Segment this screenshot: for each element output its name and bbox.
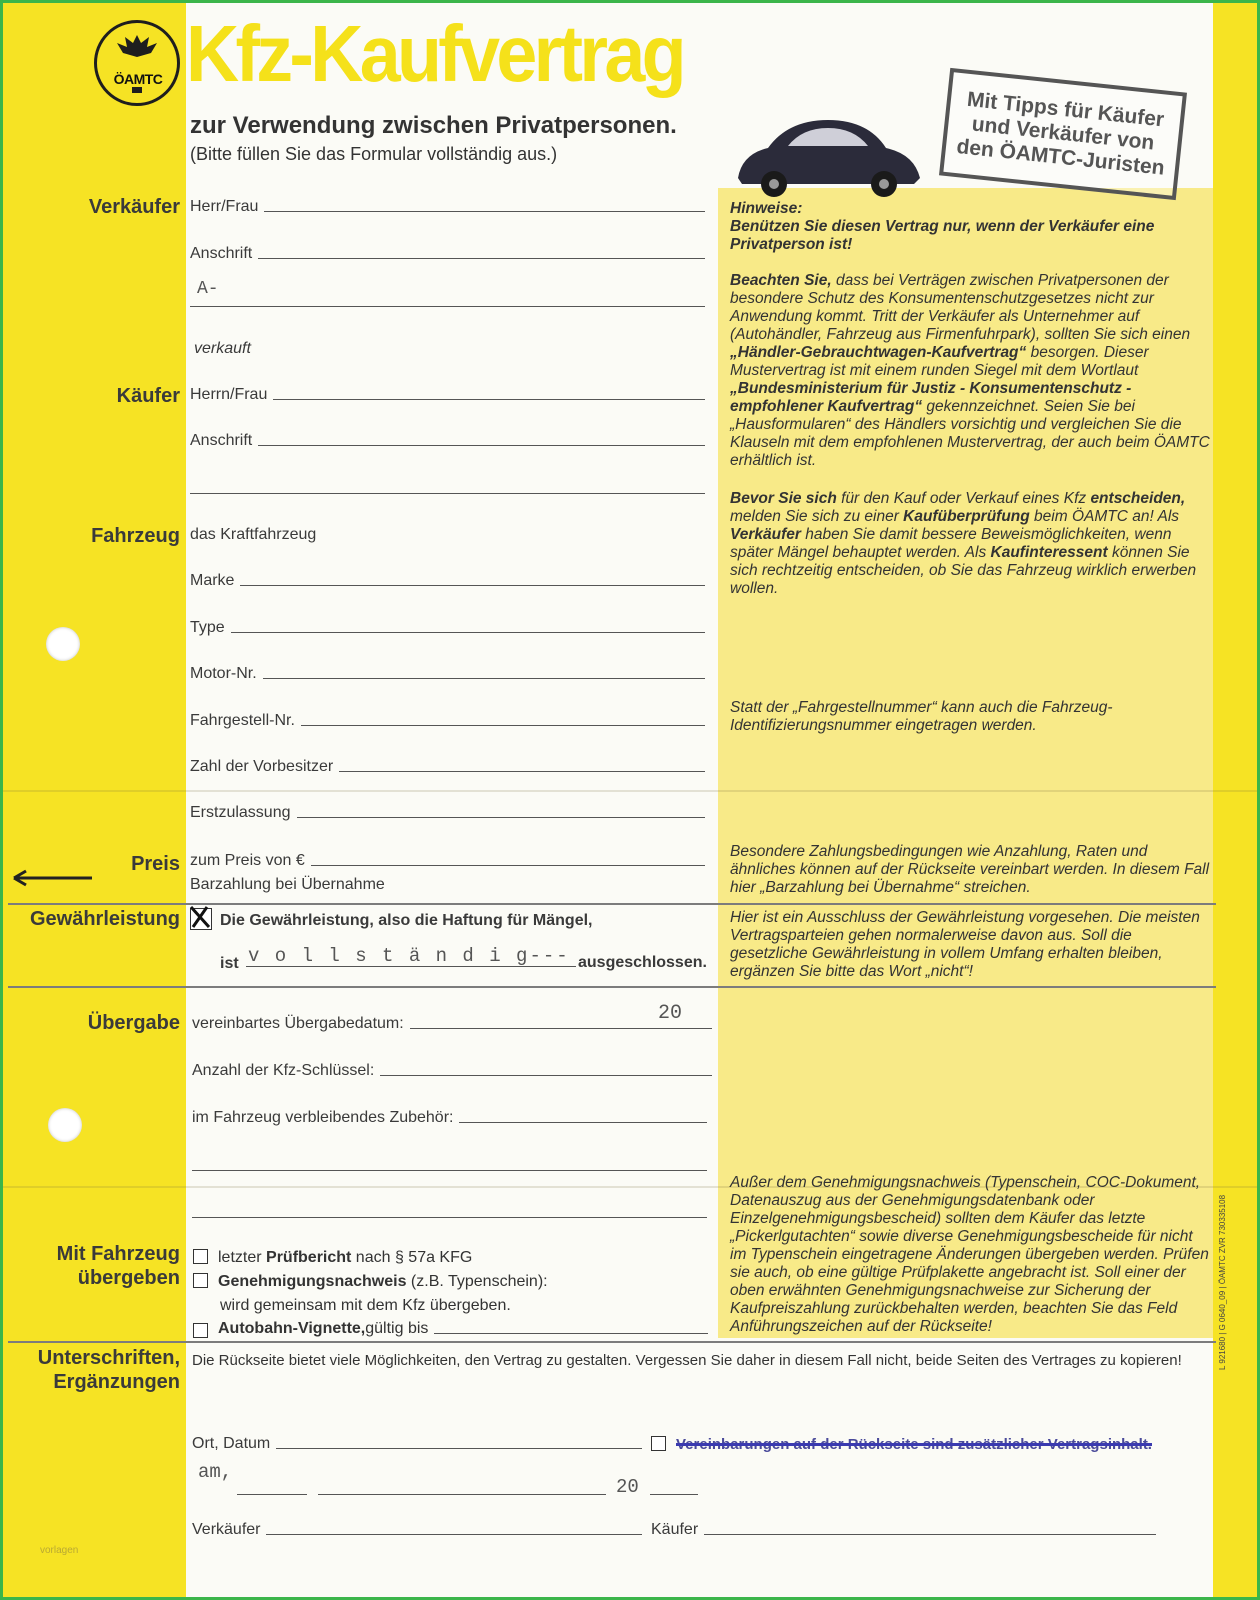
- option-text: Autobahn-Vignette,: [218, 1320, 366, 1337]
- hint-text: Kaufüberprüfung: [903, 508, 1030, 525]
- day-line[interactable]: [237, 1494, 307, 1495]
- hint-text: können Sie sich rechtzeitig entscheiden, ob Sie das Fahrzeug wirklich erwerben wollen.: [730, 544, 1197, 597]
- input-line[interactable]: [273, 398, 705, 400]
- option-text: wird gemeinsam mit dem Kfz übergeben.: [220, 1297, 511, 1314]
- field-label: Motor-Nr.: [190, 665, 257, 682]
- vorbesitzer-field[interactable]: [190, 758, 705, 776]
- fold-crease: [3, 790, 1257, 792]
- gewaehr-checkbox[interactable]: [190, 908, 212, 930]
- option-text: letzter: [218, 1249, 267, 1266]
- field-label: Erstzulassung: [190, 804, 291, 821]
- kfz-label: [190, 526, 316, 544]
- verkaeufer-address-field[interactable]: [190, 245, 705, 263]
- option-text: Prüfbericht: [266, 1249, 352, 1266]
- input-line[interactable]: [231, 631, 705, 633]
- hint-text: melden Sie sich zu einer: [730, 508, 904, 525]
- barzahlung-label: [190, 876, 385, 894]
- year-line[interactable]: [650, 1494, 698, 1495]
- checkbox[interactable]: [193, 1249, 208, 1264]
- eagle-icon: [97, 23, 177, 103]
- input-line[interactable]: [434, 1333, 708, 1334]
- section-mit-fahrzeug: [57, 1242, 180, 1290]
- section-divider: [8, 986, 1216, 988]
- field-label: Type: [190, 619, 225, 636]
- input-line[interactable]: [704, 1533, 1156, 1535]
- input-line[interactable]: [264, 210, 705, 212]
- ausgeschlossen-label: [578, 954, 707, 972]
- preis-field[interactable]: [190, 852, 705, 870]
- input-line[interactable]: [263, 677, 705, 679]
- oeamtc-logo: [94, 20, 180, 106]
- input-line[interactable]: [258, 257, 705, 259]
- logo-text: ÖAMTC: [113, 71, 163, 87]
- hint-text: „Händler-Gebrauchtwagen-Kaufvertrag“: [730, 344, 1027, 361]
- rueckseite-option[interactable]: [651, 1436, 1152, 1453]
- form-code: L 921680 | G 0640_09 | ÖAMTC ZVR 730335108: [1218, 1194, 1227, 1370]
- input-line[interactable]: [258, 444, 705, 446]
- option-text: Genehmigungsnachweis: [218, 1273, 407, 1290]
- struck-text: Vereinbarungen auf der Rückseite sind zusätzlicher Vertragsinhalt.: [676, 1436, 1152, 1453]
- input-line[interactable]: [410, 1027, 712, 1029]
- checkbox[interactable]: [651, 1436, 666, 1451]
- hint-text: Verkäufer: [730, 526, 801, 543]
- hint-kaufueberpruefung: [730, 490, 1210, 598]
- address-line-2[interactable]: [190, 306, 705, 307]
- month-line[interactable]: [318, 1494, 606, 1495]
- section-label-line: Ergänzungen: [53, 1371, 180, 1393]
- punch-hole-icon: [48, 1108, 82, 1142]
- zubehoer-line-2[interactable]: [192, 1170, 707, 1171]
- vignette-option[interactable]: [193, 1320, 708, 1338]
- input-line[interactable]: [380, 1074, 712, 1076]
- hint-text: Benützen Sie diesen Vertrag nur, wenn der Verkäufer eine Privatperson ist!: [730, 218, 1155, 253]
- fill-instructions: (Bitte füllen Sie das Formular vollständig aus.): [190, 144, 558, 164]
- option-text: (z.B. Typenschein):: [406, 1273, 548, 1290]
- field-label: Anschrift: [190, 245, 253, 262]
- hint-text: Bevor Sie sich: [730, 490, 837, 507]
- section-fahrzeug: Fahrzeug: [91, 525, 180, 547]
- ist-label: [220, 955, 239, 973]
- hint-text: „Bundesministerium für Justiz - Konsumentenschutz - empfohlener Kaufvertrag“: [730, 380, 1132, 415]
- hint-privatperson: [730, 200, 1210, 254]
- field-label: Marke: [190, 572, 235, 589]
- field-label: Anschrift: [190, 432, 253, 449]
- kaeufer-signature-field[interactable]: [651, 1521, 1156, 1539]
- section-label-line: Unterschriften,: [37, 1347, 180, 1369]
- tips-stamp: Mit Tipps für Käufer und Verkäufer von den ÖAMTC-Juristen: [939, 68, 1187, 200]
- field-label: im Fahrzeug verbleibendes Zubehör:: [192, 1109, 454, 1126]
- gewaehr-text: Die Gewährleistung, also die Haftung für Mängel,: [220, 912, 593, 929]
- section-preis: Preis: [131, 853, 180, 875]
- section-label-line: Mit Fahrzeug: [56, 1243, 180, 1265]
- section-label-line: übergeben: [77, 1267, 180, 1289]
- hint-text: Kaufinteressent: [990, 544, 1108, 561]
- hint-genehmigungsnachweis: Außer dem Genehmigungsnachweis (Typenschein, COC-Dokument, Datenauszug aus der Genehmigungsdatenbank oder Einzelgenehmigungsbescheid) sollten dem Käufer das letzte „Pickerlgutachten“ sowie diverse Genehmigungsbescheide für nicht im Typenschein eingetragene Änderungen übergeben werden. Prüfen sie auch, ob eine gültige Prüfplakette angebracht ist. Soll einer der oben erwähnten Genehmigungsnachweise zur Sicherung der Kaufpreiszahlung zurückbehalten werden, beachten Sie das Feld Anführungszeichen auf der Rückseite!: [730, 1174, 1209, 1335]
- kaeufer-name-field[interactable]: [190, 386, 705, 404]
- typed-sign-year: 20: [616, 1476, 639, 1498]
- pruefbericht-option[interactable]: [193, 1249, 472, 1267]
- checkbox[interactable]: [193, 1323, 208, 1338]
- punch-hole-icon: [46, 627, 80, 661]
- field-label: Zahl der Vorbesitzer: [190, 758, 334, 775]
- input-line[interactable]: [311, 864, 705, 866]
- input-line[interactable]: [301, 724, 705, 726]
- input-line[interactable]: [266, 1533, 642, 1535]
- car-icon: [728, 108, 928, 200]
- field-label: Herrn/Frau: [190, 386, 268, 403]
- verkaeufer-signature-field[interactable]: [192, 1521, 642, 1539]
- section-uebergabe: Übergabe: [87, 1012, 180, 1034]
- section-verkaeufer: Verkäufer: [88, 196, 180, 218]
- field-label: Verkäufer: [192, 1521, 261, 1538]
- gewaehr-fill-line[interactable]: [246, 966, 576, 967]
- field-label: Fahrgestell-Nr.: [190, 712, 295, 729]
- type-field[interactable]: [190, 619, 705, 637]
- hand-drawn-arrow-icon: [4, 868, 94, 888]
- genehmigung-option[interactable]: [193, 1273, 548, 1291]
- field-label: verkauft: [194, 340, 251, 357]
- erstzulassung-field[interactable]: [190, 804, 705, 822]
- field-label: Barzahlung bei Übernahme: [190, 876, 385, 893]
- verkaeufer-name-field[interactable]: [190, 198, 705, 216]
- zubehoer-field[interactable]: [192, 1109, 707, 1127]
- verkauft-label: [194, 340, 251, 358]
- uebergabedatum-field[interactable]: [192, 1015, 712, 1033]
- cross-mark-icon: [189, 905, 211, 929]
- page-title: Kfz-Kaufvertrag: [186, 9, 683, 98]
- hint-text: Als: [964, 544, 991, 561]
- field-label: ist: [220, 955, 239, 972]
- input-line[interactable]: [339, 770, 705, 772]
- hint-gewaehrleistung: Hier ist ein Ausschluss der Gewährleistung vorgesehen. Die meisten Vertragsparteien gehen normalerweise davon aus. Soll die gesetzliche Gewährleistung in vollem Umfang erhalten bleiben, ergänzen Sie bitte das Wort „nicht“!: [730, 909, 1200, 980]
- gewaehr-typed-fill: v o l l s t ä n d i g---: [248, 945, 570, 967]
- zubehoer-line-3[interactable]: [192, 1217, 707, 1218]
- input-line[interactable]: [297, 816, 706, 818]
- hint-zahlungsbedingungen: Besondere Zahlungsbedingungen wie Anzahlung, Raten und ähnliches können auf der Rückseite vereinbart werden. In diesem Fall hier „Barzahlung bei Übernahme“ streichen.: [730, 843, 1210, 896]
- option-text: nach § 57a KFG: [351, 1249, 473, 1266]
- field-label: zum Preis von €: [190, 852, 305, 869]
- hint-text: Tritt der Verkäufer als Unternehmer auf (Autohändler, Fahrzeug aus Firmenfuhrpark), sollten Sie sich einen: [730, 308, 1191, 343]
- marke-field[interactable]: [190, 572, 705, 590]
- section-unterschriften: [38, 1346, 180, 1394]
- hint-text: Hinweise:: [730, 200, 803, 217]
- ort-datum-field[interactable]: [192, 1435, 642, 1453]
- input-line[interactable]: [240, 584, 705, 586]
- fahrgestell-field[interactable]: [190, 712, 705, 730]
- input-line[interactable]: [276, 1447, 642, 1449]
- genehmigung-line-2: [220, 1297, 511, 1315]
- section-divider: [8, 1341, 1216, 1343]
- option-text: gültig bis: [365, 1320, 429, 1337]
- typed-am: am,: [198, 1461, 233, 1483]
- field-label: Anzahl der Kfz-Schlüssel:: [192, 1062, 375, 1079]
- hint-text: besorgen. Dieser Mustervertrag ist mit einem runden Siegel mit dem Wortlaut: [730, 344, 1149, 379]
- checkbox[interactable]: [193, 1273, 208, 1288]
- hint-text: für den Kauf oder Verkauf eines Kfz: [836, 490, 1091, 507]
- hint-text: Beachten Sie,: [730, 272, 832, 289]
- watermark: vorlagen: [40, 1545, 79, 1556]
- input-line[interactable]: [459, 1121, 707, 1123]
- address-line-2[interactable]: [190, 493, 705, 494]
- kaeufer-address-field[interactable]: [190, 432, 705, 450]
- field-label: das Kraftfahrzeug: [190, 526, 317, 543]
- hint-text: dass bei Verträgen zwischen Privatpersonen der besondere Schutz des Konsumentenschutzgesetzes nicht zur Anwendung kommt.: [730, 272, 1169, 325]
- field-label: Ort, Datum: [192, 1435, 271, 1452]
- field-label: Käufer: [651, 1521, 699, 1538]
- hint-text: entscheiden,: [1090, 490, 1186, 507]
- typed-address-prefix: A-: [197, 279, 219, 299]
- hint-text: gekennzeichnet. Seien Sie bei „Hausformularen“ des Händlers vorsichtig und vergleichen Sie die Klauseln mit dem empfohlenen Mustervertrag, der auch beim ÖAMTC erhältlich ist.: [730, 398, 1210, 469]
- motor-field[interactable]: [190, 665, 705, 683]
- field-label: ausgeschlossen.: [578, 954, 707, 971]
- section-kaeufer: Käufer: [116, 385, 180, 407]
- schluessel-field[interactable]: [192, 1062, 712, 1080]
- field-label: vereinbartes Übergabedatum:: [192, 1015, 404, 1032]
- hint-konsumentenschutz: [730, 272, 1210, 470]
- field-label: Herr/Frau: [190, 198, 259, 215]
- subtitle: zur Verwendung zwischen Privatpersonen.: [190, 112, 677, 139]
- hint-fahrgestellnummer: Statt der „Fahrgestellnummer“ kann auch die Fahrzeug-Identifizierungsnummer eingetragen werden.: [730, 699, 1113, 734]
- typed-year: 20: [658, 1002, 683, 1025]
- section-gewaehrleistung: Gewährleistung: [29, 908, 180, 930]
- hint-text: Als: [1157, 508, 1180, 525]
- rueckseite-note: Die Rückseite bietet viele Möglichkeiten, den Vertrag zu gestalten. Vergessen Sie daher in diesem Fall nicht, beide Seiten des Vertrages zu kopieren!: [192, 1352, 1182, 1369]
- gewaehr-statement: [190, 908, 593, 930]
- hint-text: haben Sie damit bessere Beweismöglichkeiten, wenn später Mängel behauptet werden.: [730, 526, 1172, 561]
- hint-text: beim ÖAMTC an!: [1029, 508, 1154, 525]
